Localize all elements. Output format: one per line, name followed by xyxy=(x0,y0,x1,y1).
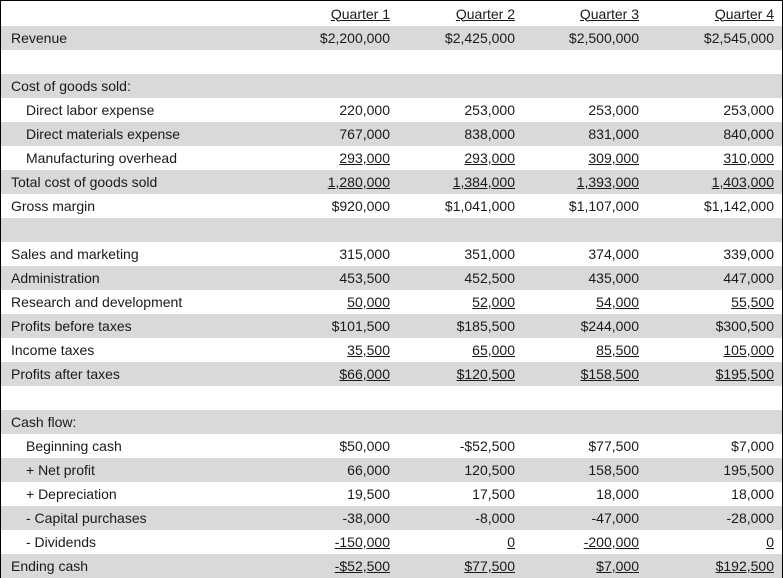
row-value-q3: 831,000 xyxy=(588,126,639,142)
row-value-q3: -47,000 xyxy=(591,510,639,526)
row-blank xyxy=(1,386,782,410)
row-value-q2 xyxy=(395,50,522,74)
row-ending-cash xyxy=(1,554,782,578)
row-depreciation xyxy=(1,482,782,506)
row-net-profit xyxy=(1,458,782,482)
header-quarter-3: Quarter 3 xyxy=(579,5,639,22)
row-cogs-heading xyxy=(1,74,782,98)
row-value-q3: 158,500 xyxy=(588,462,639,478)
row-value-q1: 453,500 xyxy=(339,270,390,286)
row-value-q1: 767,000 xyxy=(339,126,390,142)
row-value-q4 xyxy=(649,218,782,242)
row-value-q3: $244,000 xyxy=(580,318,639,334)
row-label: Income taxes xyxy=(11,342,95,358)
row-value-q1: -38,000 xyxy=(342,510,390,526)
row-value-q2: 120,500 xyxy=(464,462,515,478)
row-blank xyxy=(1,218,782,242)
row-value-q3 xyxy=(522,386,649,410)
row-value-q4: 0 xyxy=(766,534,774,550)
row-value-q1: $920,000 xyxy=(331,198,390,214)
row-value-q3: $77,500 xyxy=(588,438,639,454)
row-blank xyxy=(1,50,782,74)
row-value-q1: $2,200,000 xyxy=(319,30,390,46)
row-value-q1: 50,000 xyxy=(347,294,390,310)
row-value-q2: 351,000 xyxy=(464,246,515,262)
row-value-q1: 293,000 xyxy=(339,150,390,166)
row-value-q1: -150,000 xyxy=(334,534,390,550)
row-label: Profits after taxes xyxy=(11,366,120,382)
row-value-q4: 310,000 xyxy=(723,150,774,166)
row-value-q2 xyxy=(395,218,522,242)
header-label-cell xyxy=(1,1,272,26)
row-value-q4 xyxy=(649,50,782,74)
row-value-q4: 840,000 xyxy=(723,126,774,142)
row-beginning-cash xyxy=(1,434,782,458)
financial-table xyxy=(1,1,782,578)
row-label: Direct labor expense xyxy=(26,102,155,118)
row-value-q3 xyxy=(522,410,649,434)
row-value-q3: 374,000 xyxy=(588,246,639,262)
row-value-q2: $2,425,000 xyxy=(444,30,515,46)
row-label: Profits before taxes xyxy=(11,318,132,334)
row-value-q4: 55,500 xyxy=(731,294,774,310)
row-value-q3: 309,000 xyxy=(588,150,639,166)
row-value-q1 xyxy=(272,74,395,98)
row-value-q3: 253,000 xyxy=(588,102,639,118)
row-value-q1: -$52,500 xyxy=(334,558,390,574)
row-value-q4: $2,545,000 xyxy=(703,30,774,46)
row-label: Cost of goods sold: xyxy=(11,78,131,94)
row-value-q4: $1,142,000 xyxy=(703,198,774,214)
row-value-q3: $7,000 xyxy=(596,558,639,574)
row-label xyxy=(1,218,272,242)
row-value-q4: 105,000 xyxy=(723,342,774,358)
row-value-q3: 435,000 xyxy=(588,270,639,286)
row-value-q2: $120,500 xyxy=(456,366,515,382)
row-value-q1: 1,280,000 xyxy=(327,174,390,190)
row-value-q4: $300,500 xyxy=(715,318,774,334)
row-label: Gross margin xyxy=(11,198,96,214)
row-label: - Capital purchases xyxy=(26,510,147,526)
row-value-q4 xyxy=(649,410,782,434)
row-value-q4: 447,000 xyxy=(723,270,774,286)
row-label: Revenue xyxy=(11,30,68,46)
row-value-q4: 339,000 xyxy=(723,246,774,262)
row-value-q1: $66,000 xyxy=(339,366,390,382)
row-value-q3 xyxy=(522,50,649,74)
row-value-q4: $195,500 xyxy=(715,366,774,382)
header-row xyxy=(1,1,782,26)
row-value-q1: 66,000 xyxy=(347,462,390,478)
row-label: Direct materials expense xyxy=(26,126,181,142)
row-value-q3 xyxy=(522,74,649,98)
row-direct-labor xyxy=(1,98,782,122)
row-label xyxy=(1,50,272,74)
row-value-q2: $1,041,000 xyxy=(444,198,515,214)
row-value-q1: 19,500 xyxy=(347,486,390,502)
row-label: Manufacturing overhead xyxy=(26,150,177,166)
row-value-q3 xyxy=(522,218,649,242)
row-income-taxes xyxy=(1,338,782,362)
row-value-q2: 17,500 xyxy=(472,486,515,502)
row-value-q4: $7,000 xyxy=(731,438,774,454)
row-profits-before-taxes xyxy=(1,314,782,338)
row-value-q1: $50,000 xyxy=(339,438,390,454)
row-value-q2: -8,000 xyxy=(475,510,515,526)
row-value-q4 xyxy=(649,74,782,98)
row-value-q2: 65,000 xyxy=(472,342,515,358)
row-value-q4: 253,000 xyxy=(723,102,774,118)
row-total-cogs xyxy=(1,170,782,194)
row-research-development xyxy=(1,290,782,314)
row-value-q2: -$52,500 xyxy=(459,438,515,454)
row-value-q1: $101,500 xyxy=(331,318,390,334)
row-label: Sales and marketing xyxy=(11,246,139,262)
row-cash-flow-heading xyxy=(1,410,782,434)
row-value-q3: $2,500,000 xyxy=(568,30,639,46)
row-revenue xyxy=(1,26,782,50)
row-profits-after-taxes xyxy=(1,362,782,386)
row-value-q2: $77,500 xyxy=(464,558,515,574)
row-value-q1: 35,500 xyxy=(347,342,390,358)
row-value-q2: 52,000 xyxy=(472,294,515,310)
row-value-q1: 315,000 xyxy=(339,246,390,262)
row-value-q2 xyxy=(395,74,522,98)
row-label: Total cost of goods sold xyxy=(11,174,158,190)
row-value-q1 xyxy=(272,410,395,434)
row-label: Administration xyxy=(11,270,100,286)
row-direct-materials xyxy=(1,122,782,146)
row-value-q3: 18,000 xyxy=(596,486,639,502)
row-value-q2: 253,000 xyxy=(464,102,515,118)
row-value-q2 xyxy=(395,386,522,410)
row-value-q2: 1,384,000 xyxy=(452,174,515,190)
row-value-q3: 85,500 xyxy=(596,342,639,358)
row-value-q4: 18,000 xyxy=(731,486,774,502)
row-capital-purchases xyxy=(1,506,782,530)
row-value-q4: $192,500 xyxy=(715,558,774,574)
row-administration xyxy=(1,266,782,290)
row-label: + Net profit xyxy=(26,462,95,478)
row-value-q2: 452,500 xyxy=(464,270,515,286)
row-label: Beginning cash xyxy=(26,438,122,454)
row-value-q2: 0 xyxy=(507,534,515,550)
header-quarter-2: Quarter 2 xyxy=(455,5,515,22)
row-value-q1 xyxy=(272,218,395,242)
row-value-q2: 838,000 xyxy=(464,126,515,142)
row-manufacturing-overhead xyxy=(1,146,782,170)
row-value-q4: 1,403,000 xyxy=(711,174,774,190)
row-label xyxy=(1,386,272,410)
header-quarter-1: Quarter 1 xyxy=(330,5,390,22)
row-gross-margin xyxy=(1,194,782,218)
row-value-q3: -200,000 xyxy=(583,534,639,550)
row-label: - Dividends xyxy=(26,534,97,550)
row-label: Ending cash xyxy=(11,558,89,574)
row-label: + Depreciation xyxy=(26,486,117,502)
row-value-q2 xyxy=(395,410,522,434)
row-value-q2: 293,000 xyxy=(464,150,515,166)
row-value-q4 xyxy=(649,386,782,410)
row-label: Research and development xyxy=(11,294,183,310)
row-value-q3: 1,393,000 xyxy=(576,174,639,190)
row-value-q3: 54,000 xyxy=(596,294,639,310)
row-value-q4: 195,500 xyxy=(723,462,774,478)
row-value-q3: $158,500 xyxy=(580,366,639,382)
row-dividends xyxy=(1,530,782,554)
row-value-q4: -28,000 xyxy=(726,510,774,526)
row-sales-marketing xyxy=(1,242,782,266)
row-value-q1: 220,000 xyxy=(339,102,390,118)
row-label: Cash flow: xyxy=(11,414,77,430)
row-value-q1 xyxy=(272,386,395,410)
header-quarter-4: Quarter 4 xyxy=(714,5,774,22)
row-value-q3: $1,107,000 xyxy=(568,198,639,214)
row-value-q2: $185,500 xyxy=(456,318,515,334)
row-value-q1 xyxy=(272,50,395,74)
